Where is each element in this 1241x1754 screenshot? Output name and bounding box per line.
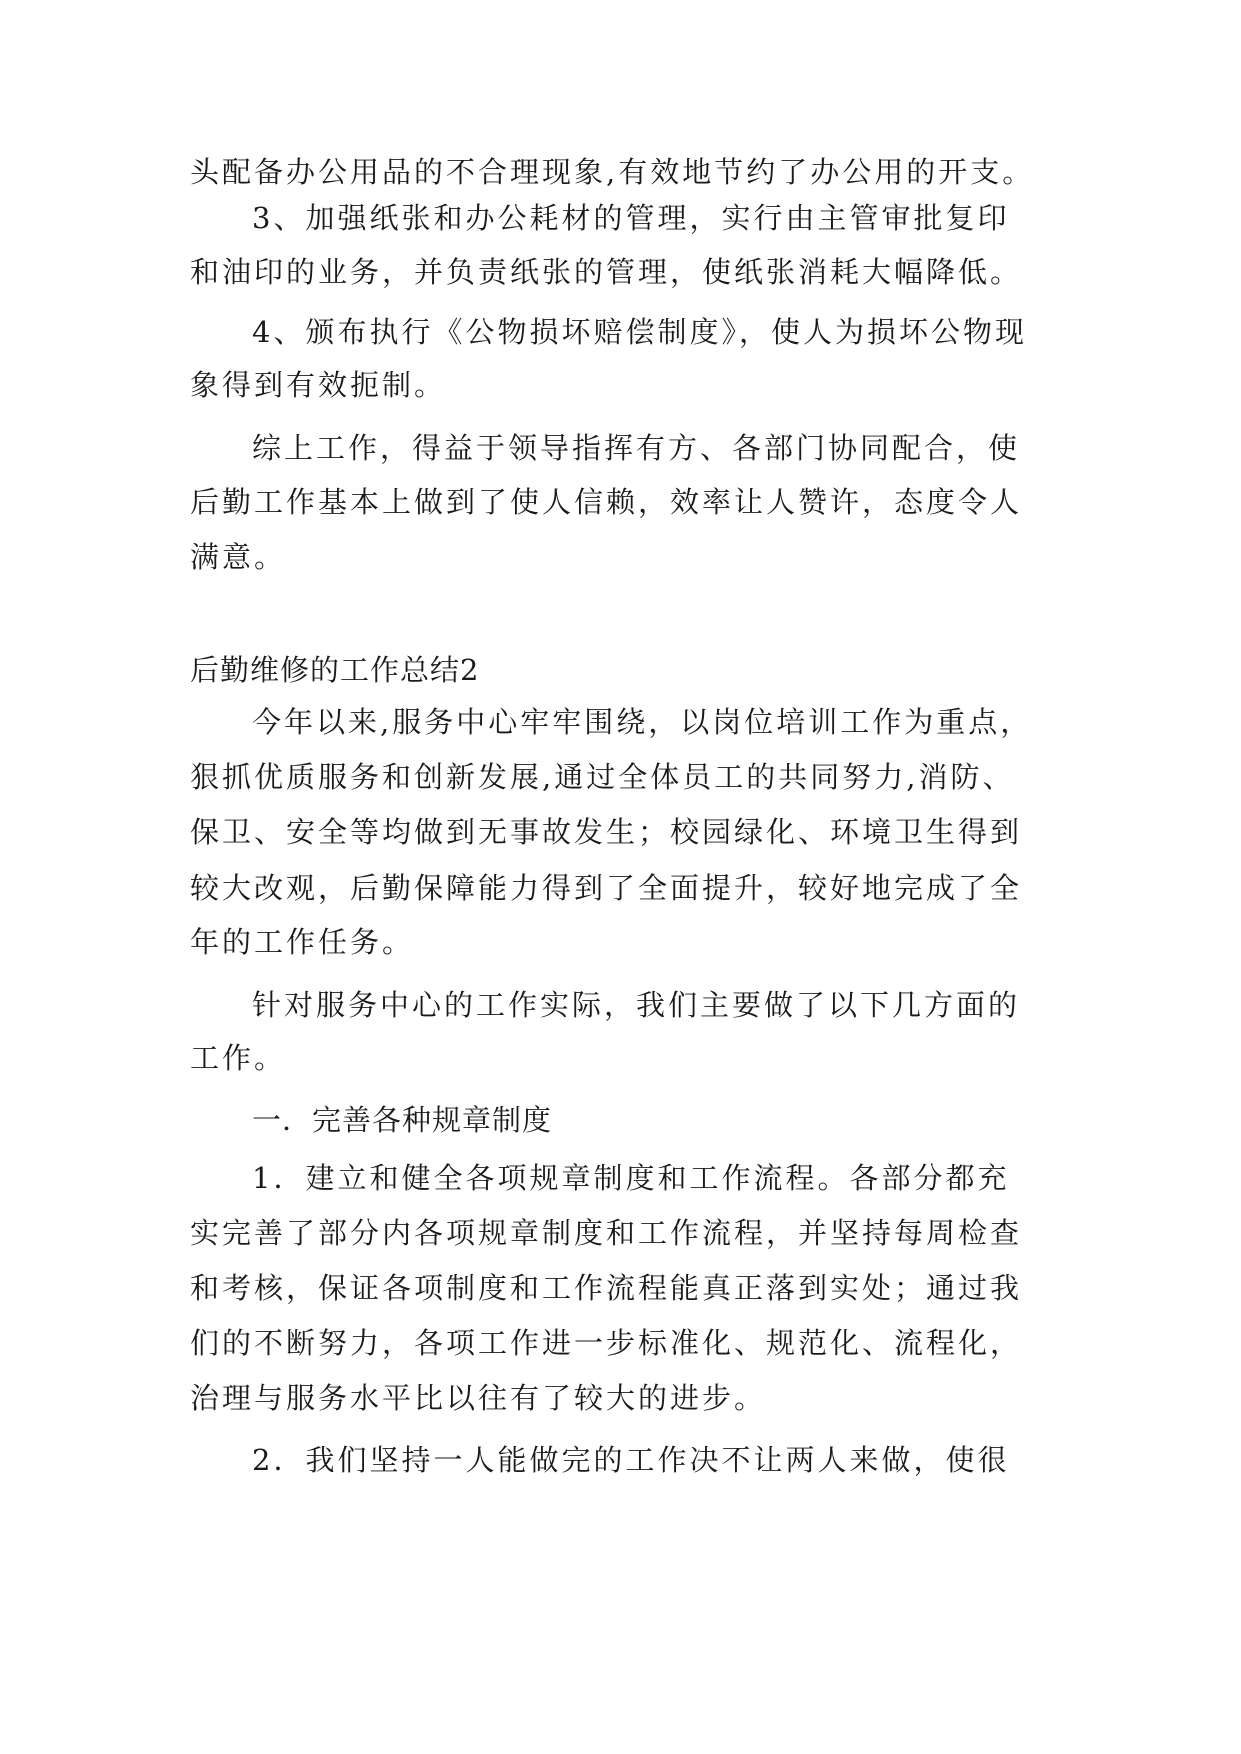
- paragraph-line: 综上工作，得益于领导指挥有方、各部门协同配合，使: [252, 431, 1021, 465]
- paragraph-line: 3、加强纸张和办公耗材的管理，实行由主管审批复印: [252, 201, 1010, 235]
- paragraph-line: 针对服务中心的工作实际，我们主要做了以下几方面的: [252, 988, 1021, 1022]
- paragraph-line: 狠抓优质服务和创新发展,通过全体员工的共同努力,消防、: [190, 760, 1015, 794]
- section-heading: 后勤维修的工作总结2: [190, 653, 480, 687]
- paragraph-line: 工作。: [190, 1041, 287, 1075]
- paragraph-line: 年的工作任务。: [190, 925, 415, 959]
- paragraph-line: 头配备办公用品的不合理现象,有效地节约了办公用的开支。: [190, 155, 1035, 189]
- paragraph-line: 象得到有效扼制。: [190, 368, 447, 402]
- paragraph-line: 和油印的业务，并负责纸张的管理，使纸张消耗大幅降低。: [190, 255, 1023, 289]
- paragraph-line: 4、颁布执行《公物损坏赔偿制度》，使人为损坏公物现: [252, 315, 1027, 349]
- paragraph-line: 治理与服务水平比以往有了较大的进步。: [190, 1381, 767, 1415]
- subsection-heading: 一．完善各种规章制度: [252, 1103, 553, 1137]
- paragraph-line: 1．建立和健全各项规章制度和工作流程。各部分都充: [252, 1161, 1010, 1195]
- paragraph-line: 2．我们坚持一人能做完的工作决不让两人来做，使很: [252, 1443, 1010, 1477]
- paragraph-line: 保卫、安全等均做到无事故发生；校园绿化、环境卫生得到: [190, 815, 1023, 849]
- paragraph-line: 满意。: [190, 540, 287, 574]
- paragraph-line: 们的不断努力，各项工作进一步标准化、规范化、流程化，: [190, 1326, 1023, 1360]
- paragraph-line: 和考核，保证各项制度和工作流程能真正落到实处；通过我: [190, 1271, 1023, 1305]
- paragraph-line: 今年以来,服务中心牢牢围绕，以岗位培训工作为重点，: [252, 705, 1033, 739]
- paragraph-line: 后勤工作基本上做到了使人信赖，效率让人赞许，态度令人: [190, 485, 1023, 519]
- paragraph-line: 实完善了部分内各项规章制度和工作流程，并坚持每周检查: [190, 1216, 1023, 1250]
- paragraph-line: 较大改观，后勤保障能力得到了全面提升，较好地完成了全: [190, 871, 1023, 905]
